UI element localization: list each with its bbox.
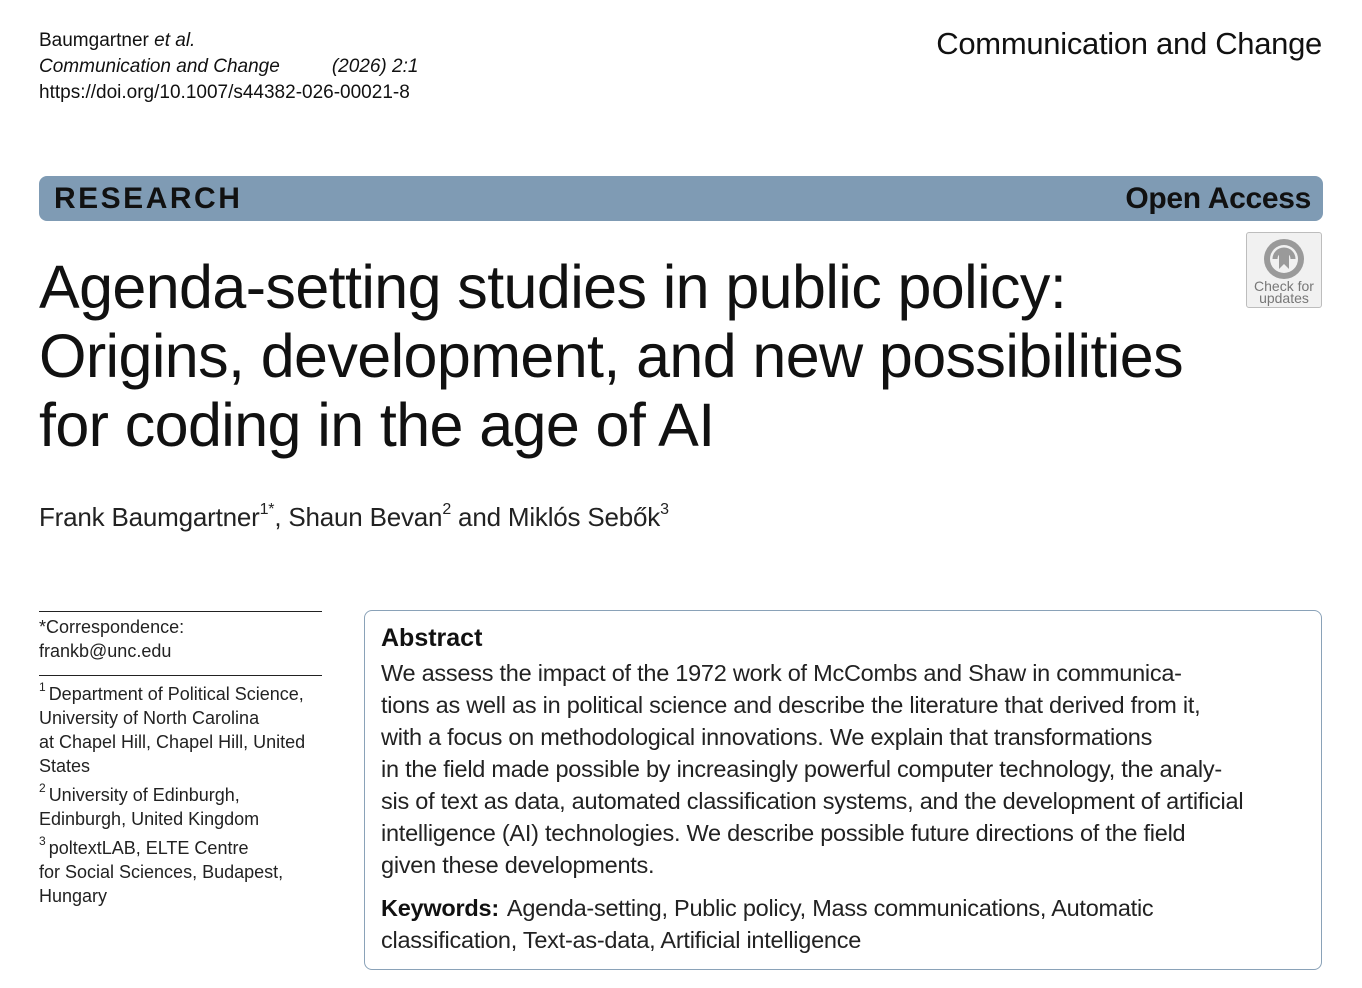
affiliation <box>39 778 322 831</box>
author-list <box>39 502 669 533</box>
affiliation-line: for Social Sciences, Budapest, <box>39 862 284 882</box>
affiliation-line: at Chapel Hill, Chapel Hill, United <box>39 732 306 752</box>
title-line: Origins, development, and new possibilities <box>39 322 1183 390</box>
affiliation <box>39 677 322 778</box>
author-short: Baumgartner <box>39 30 149 51</box>
author-name[interactable]: Frank Baumgartner <box>39 502 260 532</box>
abstract-line: intelligence (AI) technologies. We describe possible future directions of the field <box>381 820 1186 846</box>
affiliation <box>39 831 322 908</box>
doi-link[interactable]: https://doi.org/10.1007/s44382-026-00021-8 <box>39 82 410 103</box>
abstract-line: given these developments. <box>381 852 655 878</box>
title-line: for coding in the age of AI <box>39 391 715 459</box>
article-title <box>39 253 1239 460</box>
correspondence-email[interactable]: frankb@unc.edu <box>39 641 172 661</box>
open-access-label: Open Access <box>1125 181 1311 215</box>
keywords-line: Agenda-setting, Public policy, Mass communications, Automatic <box>506 895 1154 921</box>
affiliation-number: 2 <box>39 781 46 795</box>
check-for-updates-button[interactable] <box>1246 232 1322 308</box>
journal-name: Communication and Change <box>936 26 1322 61</box>
author-short-line <box>39 28 418 54</box>
citation-header <box>39 28 418 106</box>
article-type-label: RESEARCH <box>54 181 243 215</box>
keywords <box>381 892 1305 956</box>
citation-line <box>39 54 418 80</box>
affiliation-number: 1 <box>39 680 46 694</box>
correspondence-label: *Correspondence: <box>39 617 185 637</box>
crossmark-icon <box>1262 237 1306 281</box>
sidebar-info <box>39 611 322 908</box>
affiliation-line: Hungary <box>39 886 108 906</box>
abstract-heading: Abstract <box>381 624 483 652</box>
title-line: Agenda-setting studies in public policy: <box>39 253 1067 321</box>
author-affiliation-marker: 1* <box>259 501 275 519</box>
author-affiliation-marker: 3 <box>660 501 669 519</box>
author-affiliation-marker: 2 <box>442 501 452 519</box>
author-separator: and <box>451 502 508 532</box>
affiliation-line: University of Edinburgh, <box>48 785 240 805</box>
check-updates-line1: Check for <box>1254 278 1314 294</box>
affiliation-line: University of North Carolina <box>39 708 260 728</box>
abstract-line: sis of text as data, automated classification systems, and the development of artificial <box>381 788 1244 814</box>
abstract-text <box>381 657 1305 881</box>
author-name[interactable]: Shaun Bevan <box>288 502 443 532</box>
abstract-line: with a focus on methodological innovations. We explain that transformations <box>381 724 1153 750</box>
article-type-banner <box>39 176 1323 221</box>
journal-italic: Communication and Change <box>39 56 280 77</box>
check-updates-line2: updates <box>1259 290 1309 306</box>
affiliations <box>39 676 322 908</box>
affiliation-line: poltextLAB, ELTE Centre <box>48 838 249 858</box>
year-issue: (2026) 2:1 <box>331 56 419 77</box>
affiliation-number: 3 <box>39 834 46 848</box>
correspondence <box>39 612 322 675</box>
keywords-line: classification, Text-as-data, Artificial intelligence <box>381 927 862 953</box>
abstract-line: in the field made possible by increasingly powerful computer technology, the analy- <box>381 756 1222 782</box>
affiliation-line: States <box>39 756 91 776</box>
affiliation-line: Department of Political Science, <box>48 684 304 704</box>
et-al: et al. <box>154 30 196 51</box>
abstract-line: tions as well as in political science and describe the literature that derived from it, <box>381 692 1201 718</box>
abstract-line: We assess the impact of the 1972 work of McCombs and Shaw in communica- <box>381 660 1182 686</box>
affiliation-line: Edinburgh, United Kingdom <box>39 809 260 829</box>
author-name[interactable]: Miklós Sebők <box>507 502 661 532</box>
abstract-box <box>364 610 1322 970</box>
author-separator: , <box>274 502 289 532</box>
keywords-label: Keywords: <box>381 895 499 921</box>
